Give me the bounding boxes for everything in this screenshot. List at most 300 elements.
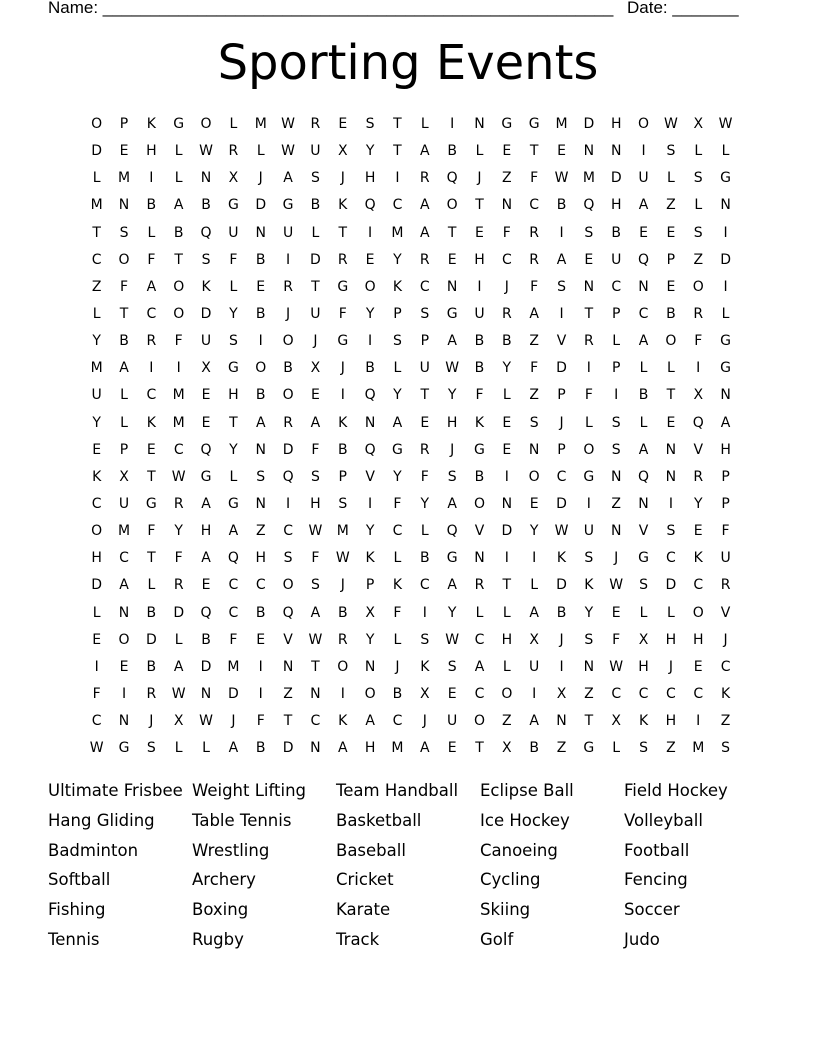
grid-letter[interactable]: L bbox=[475, 143, 484, 160]
grid-letter[interactable]: Z bbox=[502, 170, 512, 187]
grid-letter[interactable]: I bbox=[504, 550, 509, 567]
grid-letter[interactable]: F bbox=[475, 387, 484, 404]
grid-letter[interactable]: U bbox=[474, 305, 485, 322]
grid-letter[interactable]: R bbox=[693, 305, 704, 322]
grid-letter[interactable]: F bbox=[393, 495, 402, 512]
grid-letter[interactable]: I bbox=[614, 387, 619, 404]
grid-letter[interactable]: X bbox=[173, 713, 184, 730]
grid-letter[interactable]: P bbox=[721, 468, 730, 485]
grid-letter[interactable]: E bbox=[529, 495, 539, 512]
grid-letter[interactable]: E bbox=[119, 143, 129, 160]
grid-letter[interactable]: I bbox=[450, 116, 455, 132]
grid-letter[interactable]: B bbox=[146, 604, 157, 621]
grid-letter[interactable]: R bbox=[146, 685, 157, 702]
grid-letter[interactable]: L bbox=[202, 740, 210, 757]
grid-letter[interactable]: U bbox=[118, 495, 130, 512]
grid-letter[interactable]: O bbox=[91, 523, 103, 540]
grid-letter[interactable]: L bbox=[393, 550, 402, 567]
grid-letter[interactable]: T bbox=[447, 224, 457, 241]
grid-letter[interactable]: I bbox=[94, 658, 99, 675]
grid-letter[interactable]: C bbox=[392, 523, 403, 540]
grid-letter[interactable]: I bbox=[286, 251, 291, 268]
grid-letter[interactable]: F bbox=[393, 604, 402, 621]
grid-letter[interactable]: C bbox=[91, 495, 102, 512]
grid-letter[interactable]: I bbox=[668, 495, 673, 512]
grid-letter[interactable]: H bbox=[665, 713, 677, 730]
grid-letter[interactable]: A bbox=[720, 414, 731, 431]
grid-letter[interactable]: S bbox=[201, 251, 211, 268]
grid-letter[interactable]: M bbox=[391, 740, 404, 757]
grid-letter[interactable]: B bbox=[201, 631, 211, 648]
grid-letter[interactable]: Y bbox=[174, 523, 183, 540]
grid-letter[interactable]: S bbox=[256, 468, 266, 485]
grid-letter[interactable]: L bbox=[92, 305, 101, 322]
grid-letter[interactable]: S bbox=[338, 495, 348, 512]
grid-letter[interactable]: A bbox=[529, 604, 539, 621]
grid-letter[interactable]: B bbox=[556, 604, 567, 621]
grid-letter[interactable]: W bbox=[171, 468, 186, 485]
grid-letter[interactable]: N bbox=[474, 116, 485, 132]
grid-letter[interactable]: L bbox=[694, 143, 703, 160]
grid-letter[interactable]: H bbox=[255, 550, 266, 567]
grid-letter[interactable]: D bbox=[91, 143, 103, 160]
grid-letter[interactable]: N bbox=[200, 685, 212, 702]
grid-letter[interactable]: I bbox=[532, 685, 537, 702]
grid-letter[interactable]: I bbox=[559, 224, 564, 241]
grid-letter[interactable]: O bbox=[473, 495, 485, 512]
grid-letter[interactable]: S bbox=[447, 468, 457, 485]
grid-letter[interactable]: L bbox=[530, 577, 539, 594]
grid-letter[interactable]: A bbox=[529, 305, 539, 322]
grid-letter[interactable]: C bbox=[419, 577, 430, 594]
grid-letter[interactable]: J bbox=[258, 170, 263, 187]
grid-letter[interactable]: A bbox=[420, 224, 430, 241]
grid-letter[interactable]: L bbox=[229, 278, 238, 295]
grid-letter[interactable]: B bbox=[474, 468, 485, 485]
grid-letter[interactable]: H bbox=[501, 631, 513, 648]
grid-letter[interactable]: Y bbox=[447, 604, 457, 621]
grid-letter[interactable]: E bbox=[92, 631, 102, 648]
grid-letter[interactable]: D bbox=[145, 631, 157, 648]
grid-letter[interactable]: L bbox=[256, 143, 265, 160]
grid-letter[interactable]: A bbox=[173, 197, 184, 214]
letter-grid[interactable] bbox=[83, 113, 739, 764]
grid-letter[interactable]: O bbox=[446, 197, 458, 214]
name-field[interactable]: Name: ______________________________________________________ bbox=[48, 0, 614, 17]
grid-letter[interactable]: E bbox=[92, 441, 102, 458]
grid-letter[interactable]: D bbox=[200, 658, 212, 675]
grid-letter[interactable]: K bbox=[201, 278, 211, 295]
grid-letter[interactable]: I bbox=[422, 604, 427, 621]
grid-letter[interactable]: G bbox=[583, 740, 595, 757]
grid-letter[interactable]: Q bbox=[227, 550, 239, 567]
grid-letter[interactable]: F bbox=[311, 441, 320, 458]
grid-letter[interactable]: M bbox=[227, 658, 240, 675]
grid-letter[interactable]: S bbox=[420, 305, 430, 322]
grid-letter[interactable]: T bbox=[311, 278, 320, 295]
grid-letter[interactable]: T bbox=[147, 468, 156, 485]
grid-letter[interactable]: T bbox=[475, 197, 484, 214]
grid-letter[interactable]: Y bbox=[420, 495, 430, 512]
grid-letter[interactable]: L bbox=[612, 740, 621, 757]
grid-letter[interactable]: U bbox=[611, 251, 622, 268]
grid-letter[interactable]: S bbox=[693, 224, 703, 241]
grid-letter[interactable]: V bbox=[720, 604, 731, 621]
grid-letter[interactable]: C bbox=[720, 658, 731, 675]
grid-letter[interactable]: E bbox=[447, 251, 457, 268]
grid-letter[interactable]: A bbox=[392, 414, 403, 431]
grid-letter[interactable]: N bbox=[501, 197, 513, 214]
grid-letter[interactable]: B bbox=[611, 224, 621, 241]
grid-letter[interactable]: R bbox=[146, 333, 157, 350]
grid-letter[interactable]: B bbox=[365, 360, 375, 377]
grid-letter[interactable]: A bbox=[201, 495, 211, 512]
grid-letter[interactable]: M bbox=[254, 116, 267, 132]
grid-letter[interactable]: G bbox=[173, 116, 185, 132]
grid-letter[interactable]: G bbox=[282, 197, 294, 214]
grid-letter[interactable]: W bbox=[335, 550, 350, 567]
grid-letter[interactable]: I bbox=[504, 468, 509, 485]
grid-letter[interactable]: Q bbox=[364, 197, 376, 214]
grid-letter[interactable]: V bbox=[556, 333, 567, 350]
grid-letter[interactable]: K bbox=[584, 577, 594, 594]
grid-letter[interactable]: Z bbox=[529, 333, 539, 350]
grid-letter[interactable]: W bbox=[609, 658, 624, 675]
grid-letter[interactable]: B bbox=[502, 333, 512, 350]
grid-letter[interactable]: H bbox=[610, 116, 622, 132]
grid-letter[interactable]: I bbox=[149, 360, 154, 377]
grid-letter[interactable]: G bbox=[720, 170, 731, 187]
grid-letter[interactable]: J bbox=[340, 577, 345, 594]
grid-letter[interactable]: S bbox=[447, 658, 457, 675]
grid-letter[interactable]: A bbox=[119, 360, 129, 377]
grid-letter[interactable]: L bbox=[502, 387, 511, 404]
grid-letter[interactable]: L bbox=[147, 577, 156, 594]
grid-letter[interactable]: N bbox=[665, 441, 677, 458]
grid-letter[interactable]: D bbox=[228, 685, 239, 702]
grid-letter[interactable]: C bbox=[119, 550, 129, 567]
grid-letter[interactable]: U bbox=[583, 523, 594, 540]
grid-letter[interactable]: X bbox=[638, 631, 649, 648]
grid-letter[interactable]: S bbox=[529, 414, 539, 431]
grid-letter[interactable]: T bbox=[147, 550, 156, 567]
grid-letter[interactable]: R bbox=[173, 577, 184, 594]
grid-letter[interactable]: N bbox=[638, 278, 649, 295]
grid-letter[interactable]: A bbox=[474, 658, 485, 675]
grid-letter[interactable]: I bbox=[532, 550, 537, 567]
grid-letter[interactable]: M bbox=[336, 523, 349, 540]
grid-letter[interactable]: Q bbox=[446, 523, 458, 540]
grid-letter[interactable]: U bbox=[310, 143, 321, 160]
grid-letter[interactable]: A bbox=[529, 713, 539, 730]
grid-letter[interactable]: F bbox=[530, 170, 539, 187]
grid-letter[interactable]: N bbox=[364, 658, 376, 675]
grid-letter[interactable]: O bbox=[364, 685, 376, 702]
grid-letter[interactable]: C bbox=[638, 685, 649, 702]
grid-letter[interactable]: D bbox=[610, 170, 622, 187]
grid-letter[interactable]: F bbox=[147, 523, 156, 540]
grid-letter[interactable]: S bbox=[146, 740, 156, 757]
grid-letter[interactable]: Z bbox=[502, 713, 512, 730]
grid-letter[interactable]: J bbox=[614, 550, 619, 567]
grid-letter[interactable]: V bbox=[474, 523, 485, 540]
grid-letter[interactable]: L bbox=[174, 631, 183, 648]
grid-letter[interactable]: O bbox=[665, 333, 677, 350]
grid-letter[interactable]: Q bbox=[364, 441, 376, 458]
grid-letter[interactable]: J bbox=[723, 631, 728, 648]
grid-letter[interactable]: I bbox=[176, 360, 181, 377]
grid-letter[interactable]: C bbox=[529, 197, 540, 214]
grid-letter[interactable]: F bbox=[174, 333, 183, 350]
grid-letter[interactable]: Z bbox=[720, 713, 731, 730]
grid-letter[interactable]: E bbox=[693, 658, 703, 675]
grid-letter[interactable]: C bbox=[611, 278, 622, 295]
grid-letter[interactable]: Y bbox=[92, 333, 101, 350]
grid-letter[interactable]: J bbox=[422, 713, 427, 730]
grid-letter[interactable]: Y bbox=[693, 495, 703, 512]
grid-letter[interactable]: N bbox=[118, 713, 130, 730]
grid-letter[interactable]: H bbox=[310, 495, 321, 512]
grid-letter[interactable]: L bbox=[612, 333, 621, 350]
grid-letter[interactable]: T bbox=[393, 143, 402, 160]
grid-letter[interactable]: S bbox=[420, 631, 430, 648]
grid-letter[interactable]: K bbox=[338, 414, 348, 431]
grid-letter[interactable]: S bbox=[393, 333, 402, 350]
grid-letter[interactable]: I bbox=[121, 685, 127, 702]
grid-letter[interactable]: U bbox=[638, 170, 649, 187]
grid-letter[interactable]: U bbox=[310, 305, 321, 322]
grid-letter[interactable]: G bbox=[200, 468, 212, 485]
grid-letter[interactable]: C bbox=[693, 577, 704, 594]
grid-letter[interactable]: P bbox=[557, 387, 566, 404]
grid-letter[interactable]: W bbox=[445, 631, 460, 648]
grid-letter[interactable]: L bbox=[721, 143, 730, 160]
grid-letter[interactable]: I bbox=[586, 495, 591, 512]
grid-letter[interactable]: G bbox=[446, 550, 458, 567]
grid-letter[interactable]: L bbox=[393, 360, 402, 377]
grid-letter[interactable]: R bbox=[283, 414, 293, 431]
grid-letter[interactable]: G bbox=[337, 333, 349, 350]
grid-letter[interactable]: J bbox=[395, 658, 400, 675]
grid-letter[interactable]: A bbox=[283, 170, 293, 187]
grid-letter[interactable]: Y bbox=[502, 360, 512, 377]
grid-letter[interactable]: G bbox=[528, 116, 540, 132]
grid-letter[interactable]: S bbox=[611, 441, 621, 458]
grid-letter[interactable]: U bbox=[529, 658, 540, 675]
grid-letter[interactable]: C bbox=[419, 278, 430, 295]
grid-letter[interactable]: J bbox=[340, 170, 345, 187]
grid-letter[interactable]: N bbox=[556, 713, 567, 730]
grid-letter[interactable]: O bbox=[501, 685, 513, 702]
grid-letter[interactable]: B bbox=[255, 387, 266, 404]
grid-letter[interactable]: Z bbox=[283, 685, 293, 702]
grid-letter[interactable]: D bbox=[255, 197, 267, 214]
grid-letter[interactable]: R bbox=[529, 251, 540, 268]
grid-letter[interactable]: E bbox=[256, 278, 266, 295]
grid-letter[interactable]: W bbox=[281, 143, 295, 160]
grid-letter[interactable]: N bbox=[610, 468, 622, 485]
grid-letter[interactable]: O bbox=[282, 577, 294, 594]
grid-letter[interactable]: K bbox=[474, 414, 485, 431]
grid-letter[interactable]: L bbox=[420, 523, 429, 540]
grid-letter[interactable]: O bbox=[91, 116, 103, 132]
grid-letter[interactable]: I bbox=[258, 685, 263, 702]
grid-letter[interactable]: D bbox=[282, 740, 294, 757]
grid-letter[interactable]: B bbox=[119, 333, 129, 350]
grid-letter[interactable]: F bbox=[229, 251, 238, 268]
date-field[interactable]: Date: _______ bbox=[627, 0, 739, 17]
grid-letter[interactable]: Y bbox=[393, 387, 402, 404]
grid-letter[interactable]: Y bbox=[584, 604, 594, 621]
grid-letter[interactable]: S bbox=[310, 170, 320, 187]
grid-letter[interactable]: B bbox=[337, 604, 348, 621]
grid-letter[interactable]: J bbox=[477, 170, 482, 187]
grid-letter[interactable]: H bbox=[446, 414, 458, 431]
grid-letter[interactable]: J bbox=[340, 360, 345, 377]
grid-letter[interactable]: Q bbox=[364, 387, 376, 404]
grid-letter[interactable]: E bbox=[447, 740, 457, 757]
grid-letter[interactable]: L bbox=[174, 143, 183, 160]
grid-letter[interactable]: I bbox=[258, 658, 263, 675]
grid-letter[interactable]: S bbox=[584, 224, 594, 241]
grid-letter[interactable]: T bbox=[475, 740, 484, 757]
grid-letter[interactable]: H bbox=[665, 631, 677, 648]
grid-letter[interactable]: Z bbox=[529, 387, 539, 404]
grid-letter[interactable]: C bbox=[228, 577, 239, 594]
grid-letter[interactable]: J bbox=[286, 305, 291, 322]
grid-letter[interactable]: Q bbox=[446, 170, 458, 187]
grid-letter[interactable]: A bbox=[337, 740, 348, 757]
grid-letter[interactable]: T bbox=[666, 387, 676, 404]
grid-letter[interactable]: N bbox=[310, 740, 321, 757]
grid-letter[interactable]: W bbox=[308, 631, 323, 648]
grid-letter[interactable]: B bbox=[419, 550, 430, 567]
grid-letter[interactable]: D bbox=[556, 360, 567, 377]
grid-letter[interactable]: J bbox=[149, 713, 154, 730]
grid-letter[interactable]: M bbox=[117, 170, 131, 187]
grid-letter[interactable]: X bbox=[420, 685, 430, 702]
grid-letter[interactable]: O bbox=[282, 387, 294, 404]
grid-letter[interactable]: K bbox=[338, 197, 348, 214]
grid-letter[interactable]: U bbox=[200, 333, 212, 350]
grid-letter[interactable]: R bbox=[693, 468, 704, 485]
grid-letter[interactable]: P bbox=[119, 441, 129, 458]
grid-letter[interactable]: C bbox=[474, 685, 485, 702]
grid-letter[interactable]: X bbox=[310, 360, 321, 377]
grid-letter[interactable]: C bbox=[310, 713, 321, 730]
grid-letter[interactable]: T bbox=[311, 658, 320, 675]
grid-letter[interactable]: L bbox=[92, 170, 101, 187]
grid-letter[interactable]: S bbox=[611, 414, 621, 431]
grid-letter[interactable]: T bbox=[338, 224, 348, 241]
grid-letter[interactable]: C bbox=[392, 197, 403, 214]
grid-letter[interactable]: K bbox=[392, 577, 403, 594]
grid-letter[interactable]: Y bbox=[365, 143, 375, 160]
grid-letter[interactable]: X bbox=[502, 740, 512, 757]
grid-letter[interactable]: O bbox=[583, 441, 595, 458]
grid-letter[interactable]: I bbox=[340, 387, 345, 404]
grid-letter[interactable]: E bbox=[119, 658, 129, 675]
grid-letter[interactable]: A bbox=[420, 143, 430, 160]
grid-letter[interactable]: T bbox=[420, 387, 430, 404]
grid-letter[interactable]: B bbox=[529, 740, 539, 757]
grid-letter[interactable]: T bbox=[174, 251, 183, 268]
grid-letter[interactable]: B bbox=[146, 197, 157, 214]
grid-letter[interactable]: Q bbox=[200, 441, 212, 458]
grid-letter[interactable]: B bbox=[337, 441, 348, 458]
grid-letter[interactable]: R bbox=[720, 577, 731, 594]
grid-letter[interactable]: K bbox=[146, 116, 156, 132]
grid-letter[interactable]: L bbox=[584, 414, 593, 431]
grid-letter[interactable]: W bbox=[445, 360, 460, 377]
grid-letter[interactable]: M bbox=[172, 414, 185, 431]
grid-letter[interactable]: V bbox=[693, 441, 704, 458]
grid-letter[interactable]: C bbox=[474, 631, 485, 648]
grid-letter[interactable]: N bbox=[364, 414, 376, 431]
grid-letter[interactable]: B bbox=[666, 305, 676, 322]
grid-letter[interactable]: H bbox=[146, 143, 157, 160]
grid-letter[interactable]: I bbox=[559, 658, 564, 675]
grid-letter[interactable]: H bbox=[610, 197, 622, 214]
grid-letter[interactable]: G bbox=[720, 360, 731, 377]
grid-letter[interactable]: A bbox=[447, 495, 457, 512]
grid-letter[interactable]: U bbox=[720, 550, 731, 567]
grid-letter[interactable]: Q bbox=[638, 468, 650, 485]
grid-letter[interactable]: X bbox=[365, 604, 375, 621]
grid-letter[interactable]: S bbox=[693, 170, 703, 187]
grid-letter[interactable]: E bbox=[338, 116, 348, 132]
grid-letter[interactable]: F bbox=[174, 550, 183, 567]
grid-letter[interactable]: G bbox=[720, 333, 731, 350]
grid-letter[interactable]: K bbox=[365, 550, 375, 567]
grid-letter[interactable]: B bbox=[447, 143, 457, 160]
grid-letter[interactable]: J bbox=[231, 713, 236, 730]
grid-letter[interactable]: F bbox=[119, 278, 129, 295]
grid-letter[interactable]: F bbox=[147, 251, 156, 268]
grid-letter[interactable]: Y bbox=[393, 251, 402, 268]
grid-letter[interactable]: L bbox=[694, 197, 703, 214]
grid-letter[interactable]: F bbox=[229, 631, 238, 648]
grid-letter[interactable]: R bbox=[501, 305, 512, 322]
grid-letter[interactable]: Q bbox=[583, 197, 595, 214]
grid-letter[interactable]: T bbox=[119, 305, 129, 322]
grid-letter[interactable]: D bbox=[556, 495, 567, 512]
grid-letter[interactable]: L bbox=[639, 360, 648, 377]
grid-letter[interactable]: M bbox=[117, 523, 131, 540]
grid-letter[interactable]: I bbox=[559, 305, 564, 322]
grid-letter[interactable]: C bbox=[91, 713, 102, 730]
grid-letter[interactable]: G bbox=[337, 278, 349, 295]
grid-letter[interactable]: S bbox=[584, 631, 594, 648]
grid-letter[interactable]: S bbox=[639, 740, 648, 757]
grid-letter[interactable]: Y bbox=[365, 305, 375, 322]
grid-letter[interactable]: X bbox=[611, 713, 621, 730]
grid-letter[interactable]: R bbox=[583, 333, 594, 350]
grid-letter[interactable]: Z bbox=[611, 495, 621, 512]
grid-letter[interactable]: G bbox=[474, 441, 485, 458]
grid-letter[interactable]: C bbox=[228, 604, 239, 621]
grid-letter[interactable]: E bbox=[611, 604, 621, 621]
grid-letter[interactable]: R bbox=[337, 631, 348, 648]
grid-letter[interactable]: I bbox=[395, 170, 400, 187]
grid-letter[interactable]: E bbox=[502, 414, 512, 431]
grid-letter[interactable]: O bbox=[364, 278, 376, 295]
grid-letter[interactable]: W bbox=[281, 116, 295, 132]
grid-letter[interactable]: B bbox=[556, 197, 567, 214]
grid-letter[interactable]: E bbox=[557, 143, 566, 160]
grid-letter[interactable]: I bbox=[368, 333, 373, 350]
grid-letter[interactable]: O bbox=[692, 278, 704, 295]
